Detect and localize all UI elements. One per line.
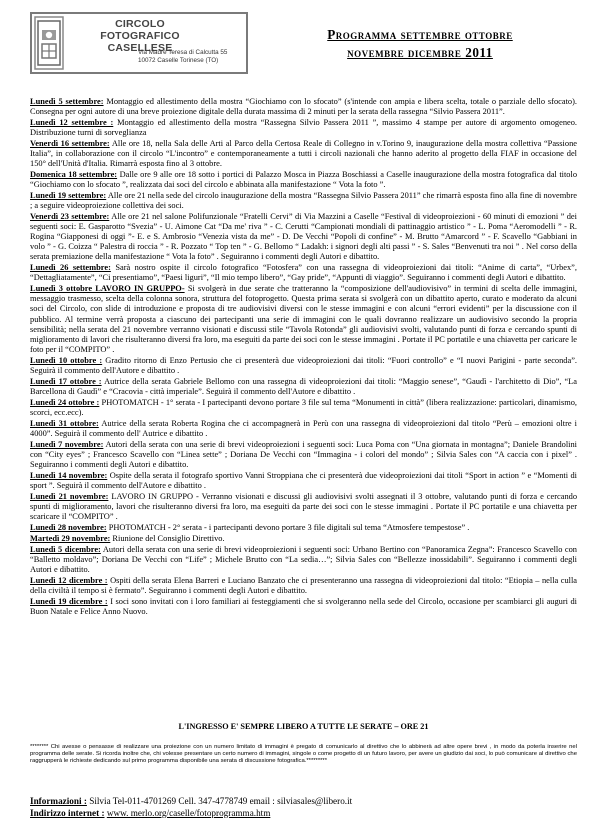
event-description: I soci sono invitati con i loro familiari ai festeggiamenti che si svolgeranno nella sede del Circolo, occasione per scambiarci gli auguri di Buon Natale e Felice Anno Nuovo. <box>30 596 578 616</box>
event-description: Montaggio ed allestimento della mostra “Rassegna Silvio Passera 2011 ”, massimo 4 stampe per autore di argomento omogeneo. Distribuzione turni di sorveglianza <box>30 117 578 138</box>
event-item <box>30 118 577 138</box>
contacts <box>30 796 577 819</box>
event-item <box>30 284 577 355</box>
header <box>30 12 580 82</box>
event-item <box>30 356 577 376</box>
event-date: Lunedì 7 novembre: <box>30 439 104 449</box>
club-logo <box>30 12 248 74</box>
event-item <box>30 440 577 470</box>
event-description: Autori della serata con una serie di brevi videoproiezioni i seguenti soci: Urbano Bertino con “Panoramica Zegna”: Francesco Scavello con “Balletto moldavo”; Doriana De Vecchi con “Life” ; Michele Brutto con “La sedia…”; Silvia Sales con “Bellezze inossidabili”. Seguiranno i commenti degli Autori e dibattito. <box>30 544 577 574</box>
event-date: Lunedì 28 novembre: <box>30 522 107 532</box>
event-date: Lunedì 21 novembre: <box>30 491 109 501</box>
event-date: Lunedì 19 dicembre : <box>30 596 108 606</box>
event-item <box>30 534 577 544</box>
event-description: Ospite della serata il fotografo sportivo Vanni Stroppiana che ci presenterà due videoproiezioni dai titoli “Sport in action ” e “Momenti di sport ”. Seguirà il commento dell'Autore e dibattito . <box>30 470 577 490</box>
event-description: Riunione del Consiglio Direttivo. <box>112 533 225 543</box>
address-line-1: Via Madre Teresa di Calcutta 55 <box>138 49 228 56</box>
event-description: Ospiti della serata Elena Barreri e Luciano Banzato che ci presenteranno una rassegna di videoproiezioni dal titolo: “Etiopia – nella culla della civiltà il tempo si è fermato”. Seguiranno i commenti degli Autori e dibattito. <box>30 575 578 595</box>
event-date: Lunedì 12 dicembre : <box>30 575 108 585</box>
program-title <box>300 26 540 62</box>
web-line <box>30 808 577 820</box>
event-description: Gradito ritorno di Enzo Pertusio che ci presenterà due videoproiezioni dai titoli: “Fuori controllo” e “I nuovi Parigini - parte seconda”. Seguirà il commento dell'Autore e dibattito . <box>30 355 578 375</box>
info-line <box>30 796 577 808</box>
club-name: CIRCOLO FOTOGRAFICO CASELLESE <box>100 18 180 54</box>
event-date: Lunedì 5 dicembre: <box>30 544 101 554</box>
event-description: Sarà nostro ospite il circolo fotografico “Fotosfera” con una rassegna di videoproiezioni dai titoli: “Anime di carta”, “Urbex”, “Dettagliatamente”, “Ci presentiamo”, “Paesi liguri”, “Il mio tempo libero”, “Gay pride”, “Appunti di viaggio”. Seguiranno i commenti degli Autori e dibattito. <box>30 263 577 283</box>
event-date: Domenica 18 settembre: <box>30 170 118 180</box>
event-item <box>30 212 577 262</box>
event-date: Lunedì 3 ottobre LAVORO IN GRUPPO- <box>30 284 185 294</box>
free-entry-notice: L'INGRESSO E' SEMPRE LIBERO A TUTTE LE SERATE – ORE 21 <box>178 722 429 731</box>
event-item <box>30 97 577 117</box>
event-date: Lunedì 5 settembre: <box>30 97 104 106</box>
info-text: Silvia Tel-011-4701269 Cell. 347-4778749 email : silviasales@libero.it <box>89 796 353 806</box>
event-description: Autrice della serata Roberta Rogina che ci accompagnerà in Perù con una rassegna di videoproiezioni dal titolo “Perù – emozioni oltre i 4000”. Seguirà il commento dell' Autrice e dibattito . <box>30 418 577 438</box>
event-item <box>30 377 577 397</box>
event-date: Martedì 29 novembre: <box>30 533 111 543</box>
event-item <box>30 523 577 533</box>
event-description: LAVORO IN GRUPPO - Verranno visionati e discussi gli audiovisivi svolti assegnati il 3 ottobre, valutando punti di forza e cercando spunti di miglioramento, lavori che risulteranno diversi fra loro, ma eseguiti da parte dei soci con le stesse immagini . Portate il PC portatile e una chiavetta per scaricare il “COMPITO” . <box>30 491 578 521</box>
event-date: Venerdì 23 settembre: <box>30 212 110 222</box>
web-label: Indirizzo internet : <box>30 807 105 818</box>
event-date: Lunedì 24 ottobre : <box>30 397 100 407</box>
event-item <box>30 170 577 190</box>
event-description: Alle ore 21 nella sede del circolo inaugurazione della mostra “Rassegna Silvio Passera 2011” che rimarrà esposta fino alla fine di novembre ; a seguire videoproiezione collettiva dei soci. <box>30 191 577 211</box>
program-title-line-1: Programma settembre ottobre <box>327 27 513 42</box>
event-description: Autori della serata con una serie di brevi videoproiezioni i seguenti soci: Luca Poma con “Una giornata in montagna”; Daniele Brandolini con “City eyes” ; Francesco Scavello con “Linea sette” ; Doriana De Vecchi con “Immagina - i colori del mondo” ; Silvia Sales con “A caccia con i pixel” . Seguiranno i commenti degli Autori e dibattito. <box>30 439 577 469</box>
event-description: PHOTOMATCH - 2° serata - i partecipanti devono portare 3 file digitali sul tema “Atmosfere tempestose” . <box>108 522 470 532</box>
event-date: Venerdì 16 settembre: <box>30 138 110 148</box>
crest-icon <box>34 16 64 70</box>
event-description: Alle ore 21 nel salone Polifunzionale “Fratelli Cervi” di Via Mazzini a Caselle “Festival di videoproiezioni - 60 minuti di emozioni ” dei seguenti soci: E. Gasparotto “Svezia” - U. Aimone Cat “Da me' riva ” - C. Cerutti “Campionati mondiali di pattinaggio artistico ” - L. Poma “Aeromodelli ” - R. Rogina “Giapponesi di oggi ”- E. e S. Ambrosio “Venezia vista da me” - D. De Vecchi “Popoli di confine” - M. Brutto “Amarcord ” - F. Scavello “Gabbiani in volo ” - G. Coizza “ Palestra di roccia ” - R. Pozzato “ Top ten ” - G. Bellomo “ Ladakh: i signori degli alti passi ” - S. Sales “Benvenuti tra noi ” . Nel corso della serata premiazione della manifestazione “ Vota la foto” . Seguiranno i commenti degli Autori e dibattito. <box>30 212 577 262</box>
event-date: Lunedì 17 ottobre : <box>30 376 102 386</box>
event-date: Lunedì 12 settembre : <box>30 117 114 127</box>
club-address <box>138 49 227 65</box>
event-item <box>30 139 577 169</box>
event-item <box>30 398 577 418</box>
event-date: Lunedì 31 ottobre: <box>30 418 99 428</box>
event-item <box>30 576 577 596</box>
event-item <box>30 597 577 617</box>
event-item <box>30 419 577 439</box>
event-item <box>30 471 577 491</box>
event-item <box>30 545 577 575</box>
event-description: Si svolgerà in due serate che tratteranno la “composizione dell'audiovisivo” in termini di scelta delle immagini, messaggio trasmesso, scelta della colonna sonora, struttura del fotoprogetto. Questa prima serata si svolgerà con un dibattito aperto, curato e moderato da alcuni soci del Circolo, con slide di introduzione e proposta di tre audiovisivi diversi con le stesse immagini e con alcuni “errori evidenti” per la discussione con il pubblico. Al termine verrà proposta a ciascuno dei partecipanti una serie di immagini con le quali dovranno realizzare un audiovisivo secondo la propria sensibilità; nella serata del 21 novembre verranno visionati e discussi stile “Tavola Rotonda” gli audiovisivi svolti, valutando punti di forza e cercando spunti di miglioramento di lavori che risulteranno diversi fra loro, ma eseguiti da parte dei soci con le stesse immagini . Portate il PC portatile e una chiavetta per caricare le foto per il “COMPITO” . <box>30 284 578 354</box>
event-date: Lunedì 10 ottobre : <box>30 355 103 365</box>
event-description: Dalle ore 9 alle ore 18 sotto i portici di Palazzo Mosca in Piazza Boschiassi a Caselle inaugurazione della mostra fotografica dal titolo “Giochiamo con lo sfocato ”, realizzata dai soci del circolo e abbinata alla manifestazione “ Vota la foto ”. <box>30 170 578 190</box>
address-line-2: 10072 Caselle Torinese (TO) <box>138 57 219 64</box>
event-date: Lunedì 14 novembre: <box>30 470 108 480</box>
event-description: Montaggio ed allestimento della mostra “Giochiamo con lo sfocato” (s'intende con ampia e libera scelta, totale o parziale dello sfocato). Consegna per ogni autore di una breve proiezione digitale della durata massima di 2 minuti per la serata della rassegna “Silvio Passera 2011”. <box>30 97 577 117</box>
footnote: ******** Chi avesse o pensasse di realizzare una proiezione con un numero limitato di immagini è pregato di comunicarlo al direttivo che lo abbinerà ad altre opere brevi , in modo da poterla inserire nel programma delle serate. Si ricorda inoltre che, chi volesse presentare un certo numero di immagini, singole o come progetto di un futuro lavoro, per avere un giudizio dai soci, lo può comunicare al direttivo che raggrupperà le richieste dedicando sul primo programma disponibile una serata di discussione fotografica.********* <box>30 744 577 765</box>
web-link[interactable]: www. merlo.org/caselle/fotoprogramma.htm <box>106 807 271 818</box>
event-item <box>30 191 577 211</box>
event-item <box>30 263 577 283</box>
event-description: Alle ore 18, nella Sala delle Arti al Parco della Certosa Reale di Collegno in v.Torino 9, inaugurazione della mostra collettiva “Passione Italia”, in collaborazione con il circolo “L'incontro” e contemporaneamente a tutti i circoli nazionali che hanno aderito al progetto della FIAF in occasione del 150° dell'Unità d'Italia. Rimarrà esposta fino al 3 ottobre. <box>30 138 577 169</box>
event-list <box>30 97 577 618</box>
event-item <box>30 492 577 522</box>
event-description: PHOTOMATCH - 1° serata - I partecipanti devono portare 3 file sul tema “Monumenti in città” (libera realizzazione: particolari, dinamismo, scorci, ecc.ecc). <box>30 397 578 417</box>
event-description: Autrice della serata Gabriele Bellomo con una rassegna di videoproiezioni dai titoli: “Maggio senese”, “Gaudì - l'architetto di Dio”, “La Barcellona di Gaudì” e “Cracovia - città imperiale”. Seguirà il commento dell'Autore e dibattito . <box>30 376 577 396</box>
info-label: Informazioni : <box>30 796 87 806</box>
event-date: Lunedì 19 settembre: <box>30 191 107 201</box>
program-title-line-2: novembre dicembre 2011 <box>347 45 493 60</box>
event-date: Lunedì 26 settembre: <box>30 263 111 273</box>
